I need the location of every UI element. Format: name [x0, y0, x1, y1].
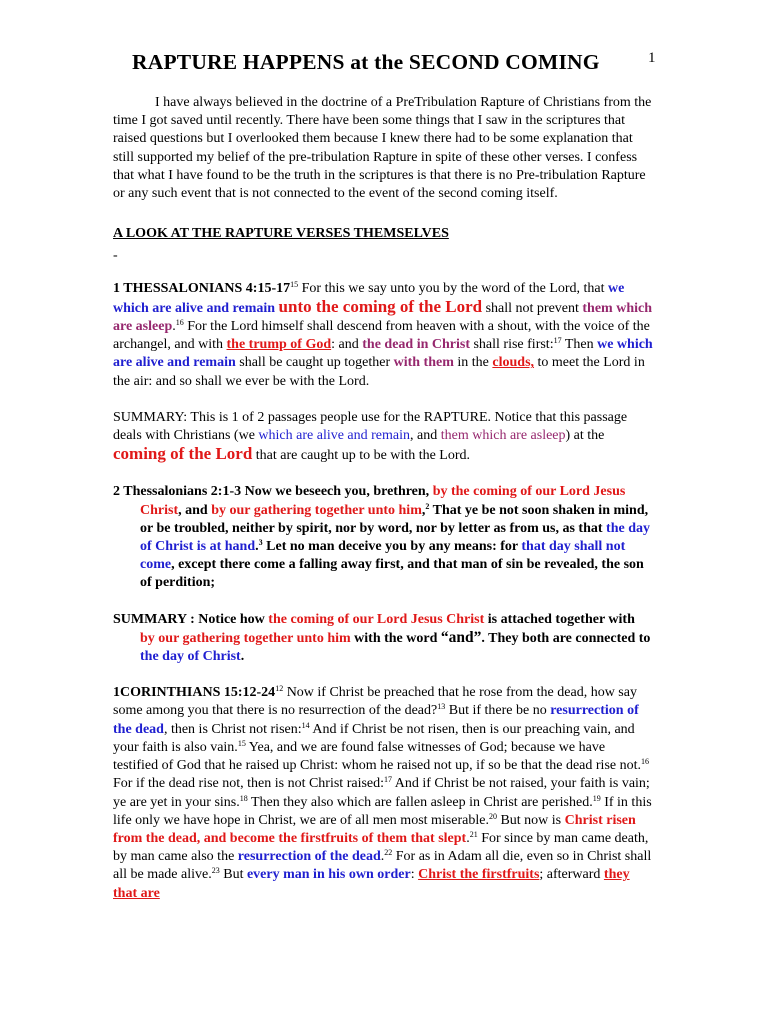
passage-text: If in this life only we have hope in Christ, we are of all men most miserable. [113, 794, 652, 828]
verse-number: 20 [488, 811, 497, 821]
section-heading: A LOOK AT THE RAPTURE VERSES THEMSELVES [113, 226, 449, 242]
verse-number: 3 [258, 538, 263, 548]
summary-text: SUMMARY : Notice how [113, 611, 269, 627]
verse-number: 21 [469, 829, 478, 839]
highlight-christ-firstfruits: Christ the firstfruits [418, 867, 540, 883]
passage-text: : and [331, 337, 363, 353]
summary-text: , and [410, 428, 441, 444]
summary-text: that are caught up to be with the Lord. [252, 448, 471, 464]
passage-text: Then they also which are fallen asleep in Christ are perished. [247, 794, 593, 810]
passage-text: . [380, 849, 385, 865]
passage-text: , then is Christ not risen: [163, 721, 302, 737]
passage-text: Now if Christ be preached that he rose from the dead, how say some among you that there is no resurrection of the dead? [113, 685, 637, 719]
highlight-gathering-together: by our gathering together unto him [140, 630, 351, 646]
passage-text: . [172, 319, 176, 335]
intro-paragraph: I have always believed in the doctrine of a PreTribulation Rapture of Christians from the time I got saved until recently. There have been some things that I saw in the scriptures that raised questions but I overlooked them because I knew there had to be some explanation that still supported my belief of the pre-tribulation Rapture in spite of these other verses. I confess that what I have found to be the truth in the scriptures is that there is no Pre-tribulation Rapture or any such event that is not connected to the event of the second coming itself. [113, 95, 652, 202]
passage-text: For since by man came death, by man came also the [113, 830, 649, 865]
verse-number: 18 [239, 793, 248, 803]
verse-number: 15 [237, 738, 246, 748]
passage-text: : [410, 867, 419, 883]
highlight-they-that-are: they that are [113, 867, 630, 901]
passage-text: Then [561, 337, 598, 353]
document-title: RAPTURE HAPPENS at the SECOND COMING [132, 50, 600, 74]
page-number: 1 [648, 50, 656, 66]
scripture-reference: 1 THESSALONIANS 4:15-17 [113, 280, 291, 296]
highlight-own-order: every man in his own order [246, 867, 411, 883]
scripture-reference: 1CORINTHIANS 15:12-24 [113, 685, 276, 701]
scripture-reference: 2 Thessalonians 2:1-3 [113, 484, 242, 500]
summary-text: . They both are connected to [481, 630, 651, 646]
highlight-coming-of-lord: coming of the Lord [113, 444, 253, 464]
highlight-clouds: clouds, [492, 355, 535, 371]
verse-number: 16 [175, 318, 184, 328]
passage-text: in the [453, 355, 493, 371]
highlight-coming-of-lord: unto the coming of the Lord [278, 296, 483, 316]
passage-text: . [466, 830, 470, 846]
verse-number: 17 [384, 775, 393, 785]
summary-text: . [240, 649, 245, 665]
passage-text: And if Christ be not raised, your faith is vain; ye are yet in your sins. [113, 776, 650, 810]
highlight-christ-risen: Christ risen from the dead, and become the firstfruits of them that slept [113, 812, 636, 846]
highlight-that-day: that day shall not come [140, 539, 626, 573]
summary-text: is attached together with [484, 611, 635, 627]
passage-text: shall rise first: [469, 337, 554, 353]
highlight-coming-of-our-lord: the coming of our Lord Jesus Christ [268, 611, 485, 627]
summary-text: SUMMARY: This is 1 of 2 passages people use for the RAPTURE. Notice that this passage deals with Christians (we [113, 409, 628, 444]
verse-number: 13 [437, 702, 446, 712]
verse-number: 14 [301, 720, 310, 730]
highlight-resurrection-of-dead: resurrection of the dead [113, 703, 639, 737]
passage-text: , and [178, 502, 212, 518]
highlight-coming-of-our-lord: by the coming of our Lord Jesus Christ [140, 484, 626, 518]
passage-text: shall not prevent [482, 300, 583, 316]
verse-number: 23 [211, 866, 220, 876]
passage-text: For if the dead rise not, then is not Christ raised: [113, 776, 385, 792]
verse-number: 16 [641, 757, 649, 767]
passage-text: , [421, 502, 426, 518]
highlight-trump-of-god: the trump of God [226, 337, 332, 353]
corinthians-passage [113, 684, 653, 902]
dash-line: - [113, 248, 118, 264]
thessalonians-1-passage [113, 280, 653, 391]
verse-number: 15 [290, 279, 299, 289]
summary-1 [113, 409, 653, 466]
passage-text: For this we say unto you by the word of the Lord, that [298, 280, 609, 296]
passage-text: That ye be not soon shaken in mind, or be troubled, neither by spirit, nor by word, nor by letter as from us, as that [140, 502, 649, 536]
highlight-gathering-together: by our gathering together unto him [211, 502, 422, 518]
passage-text: , except there come a falling away first, and that man of sin be revealed, the son of perdition; [140, 557, 644, 591]
highlight-alive-remain: we which are alive and remain [113, 337, 653, 371]
passage-text: Yea, and we are found false witnesses of God; because we have testified of God that he raised up Christ: whom he raised not up, if so be that the dead rise not. [113, 739, 641, 774]
highlight-day-of-christ: the day of Christ is at hand [140, 520, 650, 555]
highlight-day-of-christ: the day of Christ [140, 649, 241, 665]
highlight-asleep: them which are asleep [113, 300, 653, 335]
verse-number: 12 [275, 684, 284, 694]
passage-text: ; afterward [539, 867, 604, 883]
passage-text: And if Christ be not risen, then is our preaching vain, and your faith is also vain. [113, 721, 635, 755]
highlight-with-them: with them [393, 355, 454, 371]
passage-text: For as in Adam all die, even so in Christ shall all be made alive. [113, 849, 652, 883]
verse-number: 19 [592, 793, 601, 803]
passage-text: But if there be no [445, 703, 551, 719]
passage-text: shall be caught up together [235, 355, 394, 371]
passage-text: But [219, 867, 247, 883]
thessalonians-2-passage [113, 483, 653, 592]
highlight-dead-in-christ: the dead in Christ [362, 337, 470, 353]
summary-text: ) at the [565, 428, 605, 444]
passage-text: Now we beseech you, brethren, [241, 484, 433, 500]
highlight-alive-remain: which are alive and remain [258, 428, 411, 444]
highlight-alive-remain: we which are alive and remain [113, 280, 625, 316]
passage-text: . [255, 539, 259, 555]
highlight-asleep: them which are asleep [440, 428, 566, 444]
passage-text: to meet the Lord in the air: and so shall we ever be with the Lord. [113, 355, 645, 389]
passage-text: But now is [496, 812, 565, 828]
passage-text: For the Lord himself shall descend from heaven with a shout, with the voice of the archangel, and with [113, 319, 650, 353]
verse-number: 2 [425, 501, 430, 511]
document-body [113, 94, 653, 903]
summary-2 [113, 611, 653, 667]
verse-number: 22 [384, 848, 393, 858]
highlight-resurrection-of-dead: resurrection of the dead [237, 849, 381, 865]
passage-text: Let no man deceive you by any means: for [262, 539, 522, 555]
summary-text: with the word [350, 630, 441, 646]
quoted-and: “and” [440, 628, 482, 646]
verse-number: 17 [553, 336, 562, 346]
